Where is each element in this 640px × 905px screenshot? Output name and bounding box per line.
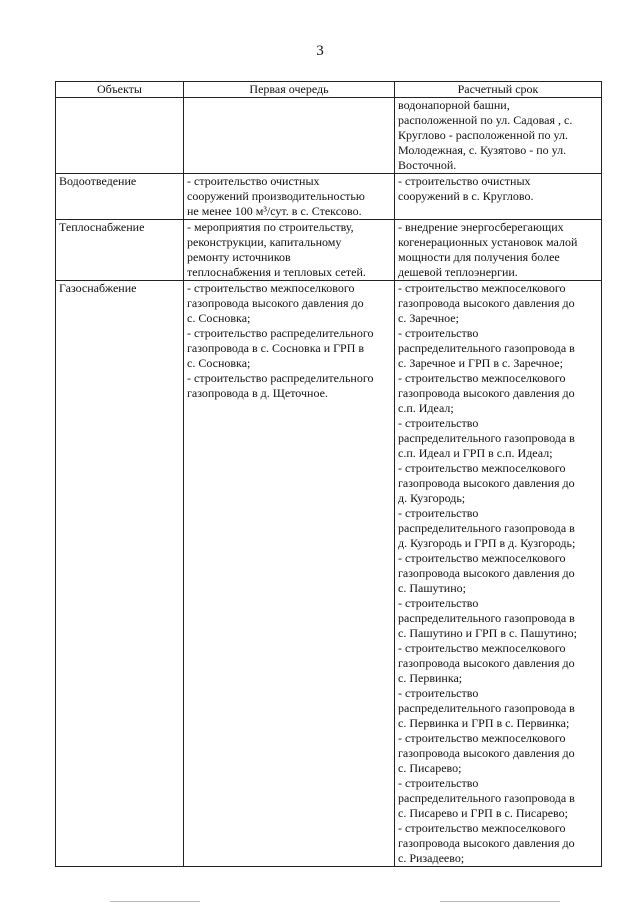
scan-artifact-line bbox=[110, 901, 200, 902]
table-row bbox=[56, 281, 602, 867]
header-first-stage: Первая очередь bbox=[184, 82, 395, 98]
cell-first-stage: - мероприятия по строительству, реконструкции, капитальному ремонту источников теплоснабжения и тепловых сетей. bbox=[184, 220, 395, 281]
header-calc-period: Расчетный срок bbox=[395, 82, 602, 98]
table-row bbox=[56, 98, 602, 174]
page-number: 3 bbox=[316, 43, 324, 59]
cell-calc-period: водонапорной башни, расположенной по ул. Садовая , с. Круглово - расположенной по ул. Молодежная, с. Кузятово - по ул. Восточной. bbox=[395, 98, 602, 174]
cell-object: Теплоснабжение bbox=[56, 220, 184, 281]
cell-calc-period: - строительство межпоселкового газопровода высокого давления до с. Заречное; - строительство распределительного газопровода в с. Заречное и ГРП в с. Заречное; - строительство межпоселкового газопровода высокого давления до с.п. Идеал; - строительство распределительного газопровода в с.п. Идеал и ГРП в с.п. Идеал; - строительство межпоселкового газопровода высокого давления до д. Кузгородь; - строительство распределительного газопровода в д. Кузгородь и ГРП в д. Кузгородь; - строительство межпоселкового газопровода высокого давления до с. Пашутино; - строительство распределительного газопровода в с. Пашутино и ГРП в с. Пашутино; - строительство межпоселкового газопровода высокого давления до с. Первинка; - строительство распределительного газопровода в с. Первинка и ГРП в с. Первинка; - строительство межпоселкового газопровода высокого давления до с. Писарево; - строительство распределительного газопровода в с. Писарево и ГРП в с. Писарево; - строительство межпоселкового газопровода высокого давления до с. Ризадеево; bbox=[395, 281, 602, 867]
header-objects: Объекты bbox=[56, 82, 184, 98]
table-row bbox=[56, 220, 602, 281]
cell-object: Водоотведение bbox=[56, 174, 184, 220]
cell-calc-period: - строительство очистных сооружений в с. Круглово. bbox=[395, 174, 602, 220]
scan-artifact-line bbox=[440, 901, 560, 902]
table-row bbox=[56, 174, 602, 220]
cell-calc-period: - внедрение энергосберегающих когенерационных установок малой мощности для получения более дешевой теплоэнергии. bbox=[395, 220, 602, 281]
cell-object bbox=[56, 98, 184, 174]
table-header-row bbox=[56, 82, 602, 98]
infrastructure-plan-table bbox=[55, 81, 602, 867]
cell-object: Газоснабжение bbox=[56, 281, 184, 867]
cell-first-stage bbox=[184, 98, 395, 174]
cell-first-stage: - строительство межпоселкового газопровода высокого давления до с. Сосновка; - строительство распределительного газопровода в с. Сосновка и ГРП в с. Сосновка; - строительство распределительного газопровода в д. Щеточное. bbox=[184, 281, 395, 867]
cell-first-stage: - строительство очистных сооружений производительностью не менее 100 м³/сут. в с. Стексово. bbox=[184, 174, 395, 220]
